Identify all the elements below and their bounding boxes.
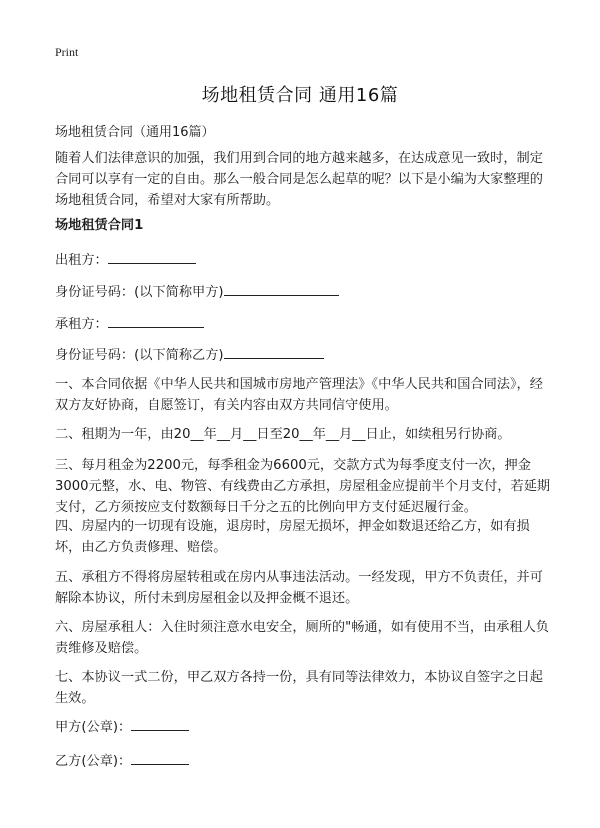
lessee-field [55, 313, 204, 332]
lessor-field [55, 249, 196, 268]
clause-1: 一、本合同依据《中华人民共和国城市房地产管理法》《中华人民共和国合同法》，经双方友好协商，自愿签订，有关内容由双方共同信守使用。 [55, 377, 543, 413]
clause-7: 七、本协议一式二份，甲乙双方各持一份，具有同等法律效力，本协议自签字之日起生效。 [55, 670, 543, 706]
party-a-signature [55, 716, 189, 735]
print-label[interactable]: Print [55, 45, 79, 59]
clause-2: 二、租期为一年，由20__年__月__日至20__年__月__日止，如续租另行协商。 [55, 427, 511, 442]
lessor-label: 出租方： [55, 253, 108, 268]
lessee-blank [108, 313, 204, 328]
lessor-id-field [55, 281, 339, 300]
lessor-blank [108, 249, 196, 264]
section-heading: 场地租赁合同1 [55, 218, 144, 233]
party-a-blank [131, 716, 189, 731]
clause-4: 四、房屋内的一切现有设施，退房时，房屋无损坏，押金如数退还给乙方，如有损坏，由乙方负责修理、赔偿。 [55, 519, 530, 555]
lessee-id-blank [224, 344, 324, 359]
party-b-blank [131, 750, 189, 765]
lessee-id-field [55, 344, 324, 363]
lessee-label: 承租方： [55, 317, 108, 332]
party-a-label: 甲方(公章)： [55, 720, 132, 735]
lessor-id-label: 身份证号码：(以下简称甲方) [55, 285, 224, 300]
document-title: 场地租赁合同 通用16篇 [201, 85, 399, 106]
party-b-signature [55, 750, 189, 769]
clause-6: 六、房屋承租人：入住时须注意水电安全，厕所的"畅通，如有使用不当，由承租人负责维修及赔偿。 [55, 620, 549, 656]
document-subtitle: 场地租赁合同（通用16篇） [55, 125, 215, 140]
party-b-label: 乙方(公章)： [55, 754, 132, 769]
clause-3: 三、每月租金为2200元，每季租金为6600元，交款方式为每季度支付一次，押金3000元整，水、电、物管、有线费由乙方承担，房屋租金应提前半个月支付，若延期支付，乙方须按应支付数额每日千分之五的比例向甲方支付延迟履行金。 [55, 458, 551, 515]
clause-5: 五、承租方不得将房屋转租或在房内从事违法活动。一经发现，甲方不负责任，并可解除本协议，所付未到房屋租金以及押金概不退还。 [55, 570, 543, 606]
intro-paragraph: 随着人们法律意识的加强，我们用到合同的地方越来越多，在达成意见一致时，制定合同可以享有一定的自由。那么一般合同是怎么起草的呢？以下是小编为大家整理的场地租赁合同，希望对大家有所帮助。 [55, 151, 543, 208]
lessee-id-label: 身份证号码：(以下简称乙方) [55, 348, 224, 363]
lessor-id-blank [224, 281, 339, 296]
